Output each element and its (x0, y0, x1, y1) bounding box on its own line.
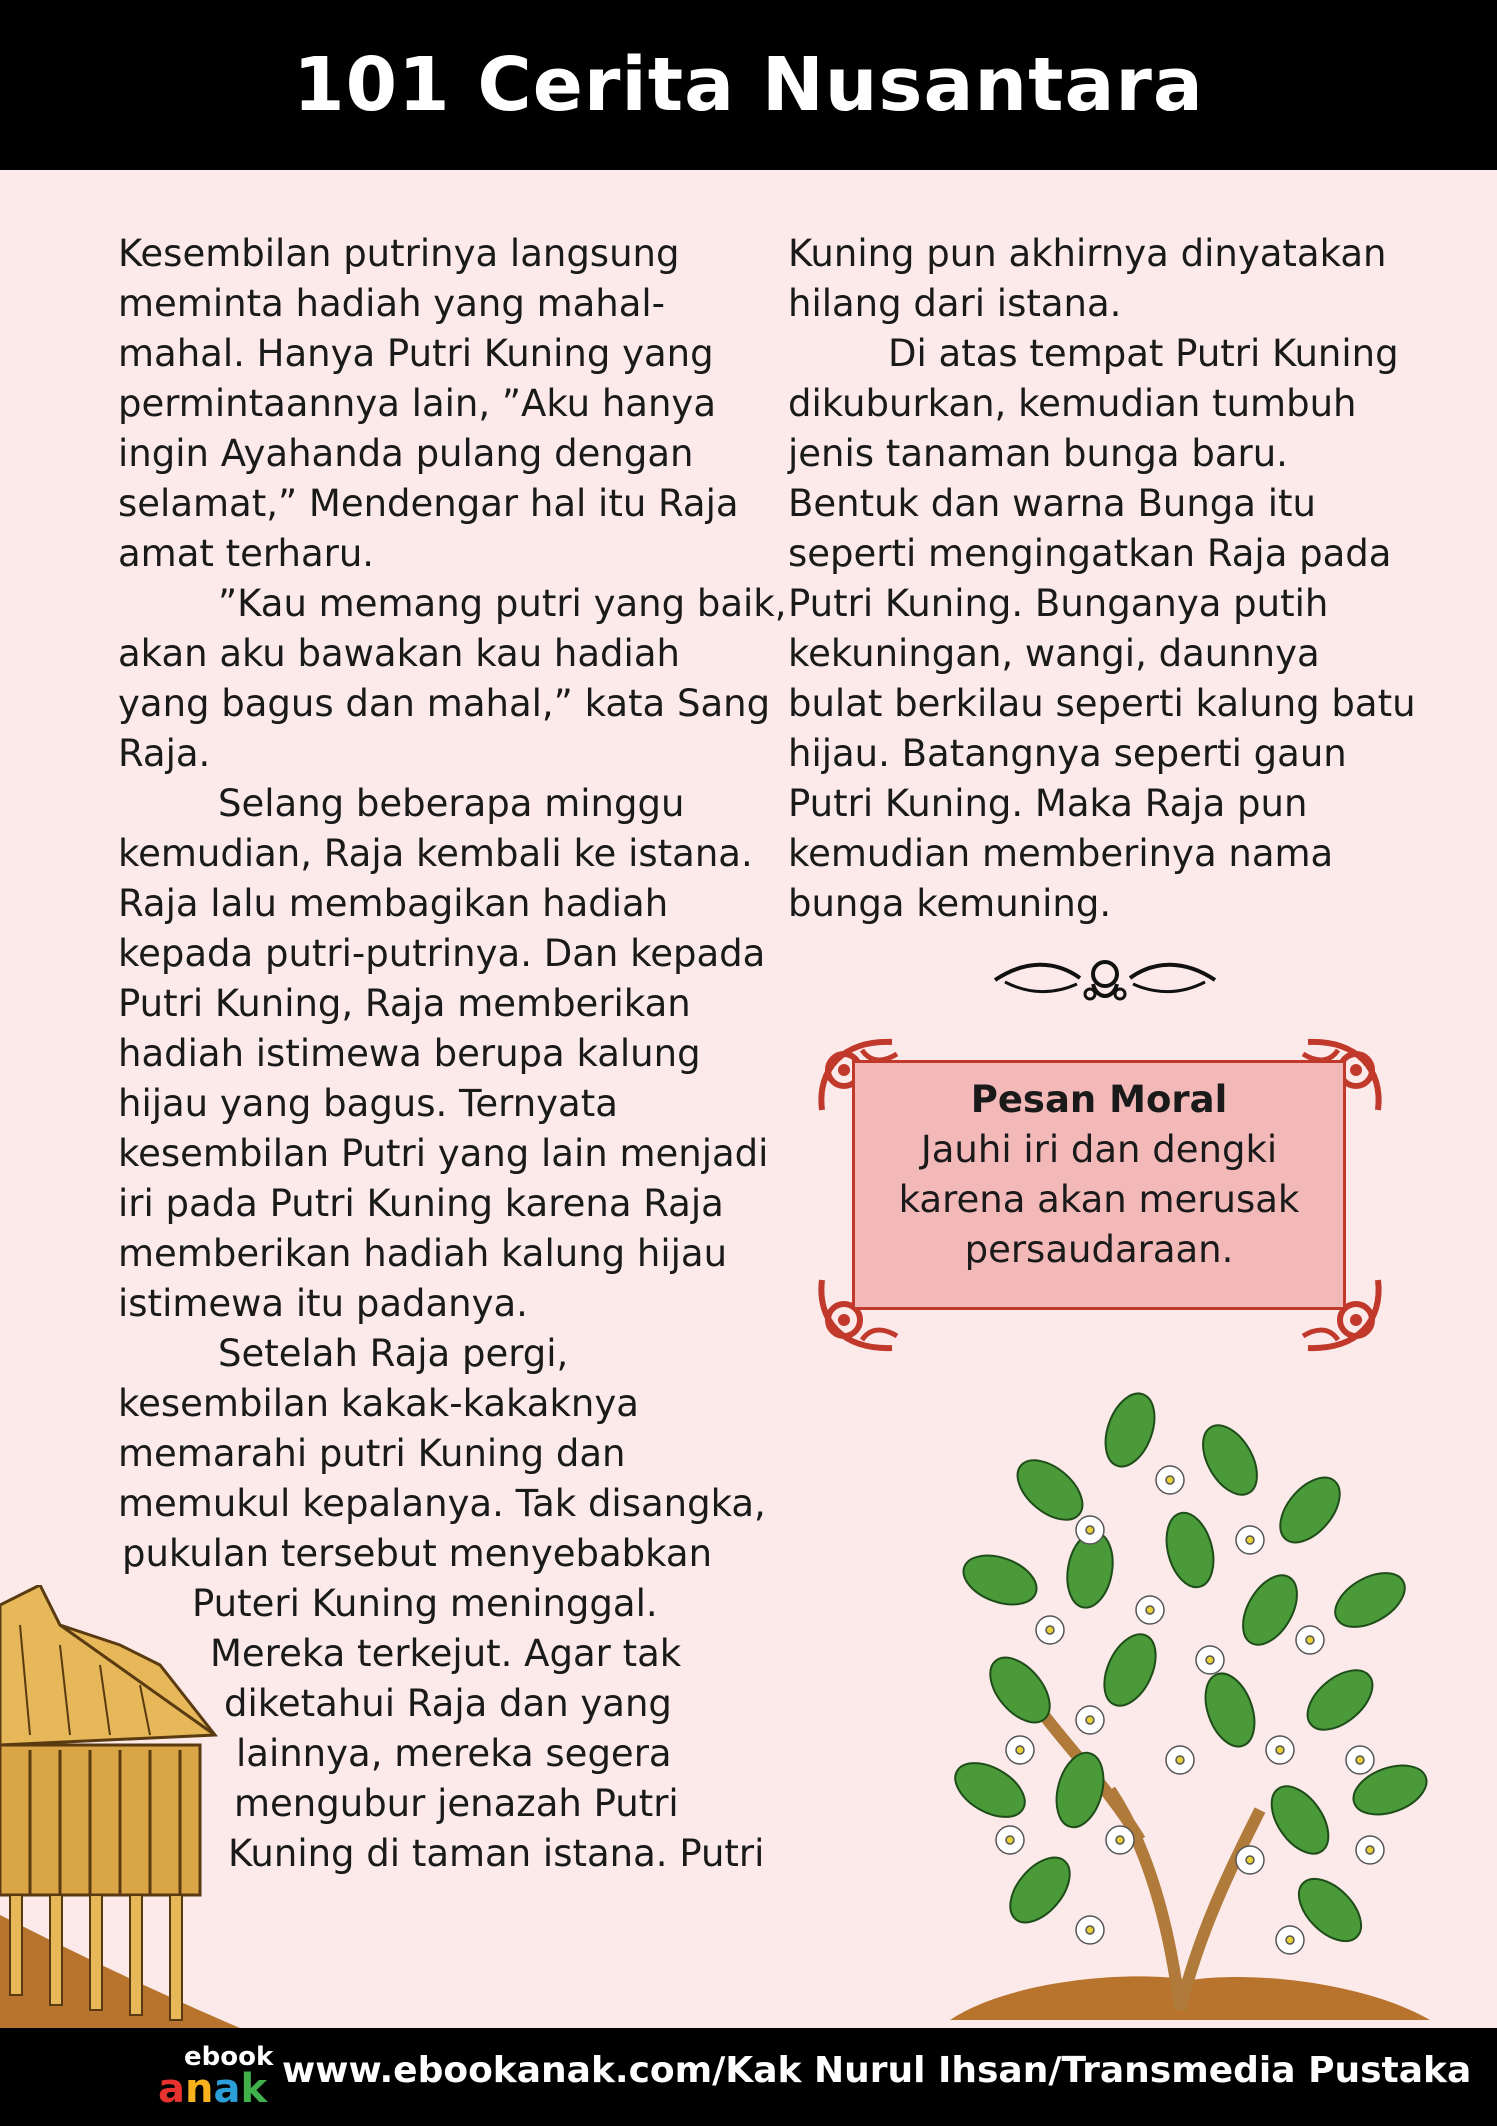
ebookanak-logo (158, 2042, 276, 2112)
story-line: Putri Kuning. Maka Raja pun (788, 782, 1308, 825)
moral-line: Jauhi iri dan dengki (920, 1128, 1278, 1171)
page-title: 101 Cerita Nusantara (293, 42, 1204, 128)
moral-box (852, 1060, 1346, 1310)
story-line: Putri Kuning, Raja memberikan (118, 982, 691, 1025)
story-line: mahal. Hanya Putri Kuning yang (118, 332, 714, 375)
story-line: pukulan tersebut menyebabkan (122, 1532, 713, 1575)
story-line: dikuburkan, kemudian tumbuh (788, 382, 1357, 425)
story-line: Di atas tempat Putri Kuning (888, 332, 1399, 375)
moral-title: Pesan Moral (970, 1078, 1228, 1121)
story-line: akan aku bawakan kau hadiah (118, 632, 680, 675)
footer-url: www.ebookanak.com/Kak Nurul Ihsan/Transmedia Pustaka (282, 2050, 1472, 2091)
story-line: kesembilan kakak-kakaknya (118, 1382, 639, 1425)
story-line: hijau yang bagus. Ternyata (118, 1082, 618, 1125)
story-line: hilang dari istana. (788, 282, 1122, 325)
moral-line: karena akan merusak (898, 1178, 1300, 1221)
story-line: Putri Kuning. Bunganya putih (788, 582, 1329, 625)
story-line: Raja. (118, 732, 211, 775)
story-line: Setelah Raja pergi, (218, 1332, 569, 1375)
story-line: selamat,” Mendengar hal itu Raja (118, 482, 739, 525)
stilt-house-illustration (0, 1585, 240, 2028)
story-line: lainnya, mereka segera (236, 1732, 672, 1775)
story-line: Bentuk dan warna Bunga itu (788, 482, 1316, 525)
story-line: yang bagus dan mahal,” kata Sang (118, 682, 771, 725)
story-line: Puteri Kuning meninggal. (192, 1582, 658, 1625)
story-line: hijau. Batangnya seperti gaun (788, 732, 1347, 775)
story-line: meminta hadiah yang mahal- (118, 282, 666, 325)
logo-top-text: ebook (184, 2042, 274, 2072)
story-line: kemudian, Raja kembali ke istana. (118, 832, 753, 875)
story-line: diketahui Raja dan yang (224, 1682, 672, 1725)
story-line: permintaannya lain, ”Aku hanya (118, 382, 716, 425)
story-line: Kuning di taman istana. Putri (228, 1832, 765, 1875)
story-line: hadiah istimewa berupa kalung (118, 1032, 701, 1075)
story-line: memarahi putri Kuning dan (118, 1432, 626, 1475)
page-header (0, 0, 1497, 170)
logo-letter: a (213, 2066, 241, 2112)
story-line: Mereka terkejut. Agar tak (210, 1632, 682, 1675)
story-line: Kuning pun akhirnya dinyatakan (788, 232, 1387, 275)
story-line: Raja lalu membagikan hadiah (118, 882, 669, 925)
story-line: ”Kau memang putri yang baik, (218, 582, 787, 625)
story-line: Selang beberapa minggu (218, 782, 685, 825)
story-line: istimewa itu padanya. (118, 1282, 528, 1325)
logo-letter: a (158, 2066, 185, 2112)
story-line: Kesembilan putrinya langsung (118, 232, 680, 275)
story-line: kepada putri-putrinya. Dan kepada (118, 932, 766, 975)
logo-bottom-text (158, 2066, 267, 2112)
page-footer (0, 2028, 1497, 2126)
story-line: bulat berkilau seperti kalung batu (788, 682, 1416, 725)
story-line: amat terharu. (118, 532, 375, 575)
story-line: memberikan hadiah kalung hijau (118, 1232, 728, 1275)
story-line: bunga kemuning. (788, 882, 1112, 925)
story-line: memukul kepalanya. Tak disangka, (118, 1482, 766, 1525)
story-line: kesembilan Putri yang lain menjadi (118, 1132, 769, 1175)
story-line: kekuningan, wangi, daunnya (788, 632, 1320, 675)
story-line: ingin Ayahanda pulang dengan (118, 432, 694, 475)
story-line: mengubur jenazah Putri (234, 1782, 679, 1825)
story-line: seperti mengingatkan Raja pada (788, 532, 1392, 575)
logo-letter: k (240, 2066, 268, 2112)
story-line: iri pada Putri Kuning karena Raja (118, 1182, 724, 1225)
logo-letter: n (185, 2066, 214, 2112)
story-line: kemudian memberinya nama (788, 832, 1334, 875)
kemuning-plant-illustration (930, 1370, 1450, 2028)
ornament-divider-icon (985, 950, 1225, 1010)
story-line: jenis tanaman bunga baru. (788, 432, 1288, 475)
moral-line: persaudaraan. (964, 1228, 1234, 1271)
